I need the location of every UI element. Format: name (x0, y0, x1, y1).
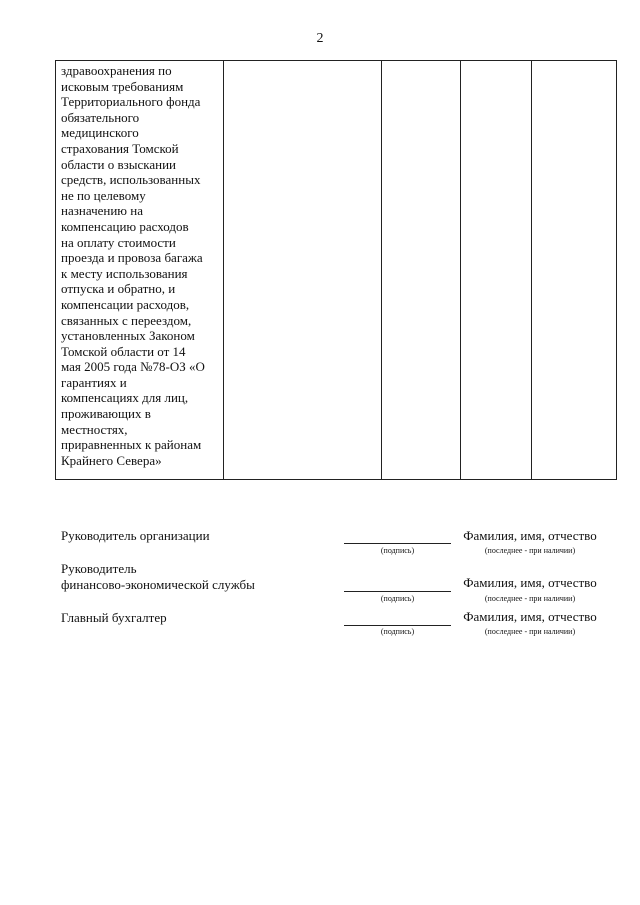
description-line: обязательного (61, 109, 140, 125)
description-line: к месту использования (61, 265, 188, 281)
signature-label: Главный бухгалтер (61, 610, 167, 625)
full-name-label: Фамилия, имя, отчество (463, 609, 597, 624)
continuation-table (55, 60, 617, 480)
description-line: области о взыскании (61, 156, 176, 172)
table-cell-empty (382, 61, 461, 480)
signature-hint: (подпись) (380, 546, 415, 555)
signature-line[interactable] (344, 610, 451, 626)
description-line: страхования Томской (61, 140, 179, 156)
description-line: компенсации расходов, (61, 296, 190, 312)
description-line: установленных Законом (61, 328, 195, 344)
description-line: гарантиях и (61, 374, 127, 390)
signature-label-line1: Руководитель (61, 561, 137, 576)
description-line: связанных с переездом, (61, 312, 192, 328)
table-row (56, 61, 617, 480)
table-cell-description (56, 61, 224, 480)
page-number: 2 (316, 31, 324, 46)
description-text (56, 61, 223, 468)
full-name-label: Фамилия, имя, отчество (463, 528, 597, 543)
description-line: Крайнего Севера» (61, 452, 162, 468)
full-name-hint: (последнее - при наличии) (484, 546, 576, 555)
table-cell-empty (532, 61, 617, 480)
signature-line[interactable] (344, 576, 451, 592)
description-line: компенсациях для лиц, (61, 390, 189, 406)
signature-label-line2: финансово-экономической службы (61, 577, 255, 592)
signature-line[interactable] (344, 528, 451, 544)
description-line: Территориального фонда (61, 94, 201, 110)
full-name-label: Фамилия, имя, отчество (463, 575, 597, 590)
full-name-hint: (последнее - при наличии) (484, 627, 576, 636)
description-line: проживающих в (61, 406, 151, 422)
description-line: средств, использованных (61, 172, 201, 188)
description-line: здравоохранения по (61, 63, 172, 78)
description-line: местностях, (61, 421, 128, 437)
full-name-hint: (последнее - при наличии) (484, 594, 576, 603)
description-line: не по целевому (61, 187, 146, 203)
description-line: мая 2005 года №78-ОЗ «О (61, 359, 205, 375)
description-line: Томской области от 14 (61, 343, 186, 359)
signature-hint: (подпись) (380, 627, 415, 636)
description-line: проезда и провоза багажа (61, 250, 203, 266)
description-line: отпуска и обратно, и (61, 281, 176, 297)
description-line: назначению на (61, 203, 143, 219)
description-line: приравненных к районам (61, 437, 202, 453)
table-cell-empty (224, 61, 382, 480)
description-line: медицинского (61, 125, 139, 141)
description-line: исковым требованиям (61, 78, 184, 94)
description-line: компенсацию расходов (61, 218, 189, 234)
signature-label: Руководитель организации (61, 528, 210, 543)
signature-hint: (подпись) (380, 594, 415, 603)
table-cell-empty (461, 61, 532, 480)
description-line: на оплату стоимости (61, 234, 176, 250)
